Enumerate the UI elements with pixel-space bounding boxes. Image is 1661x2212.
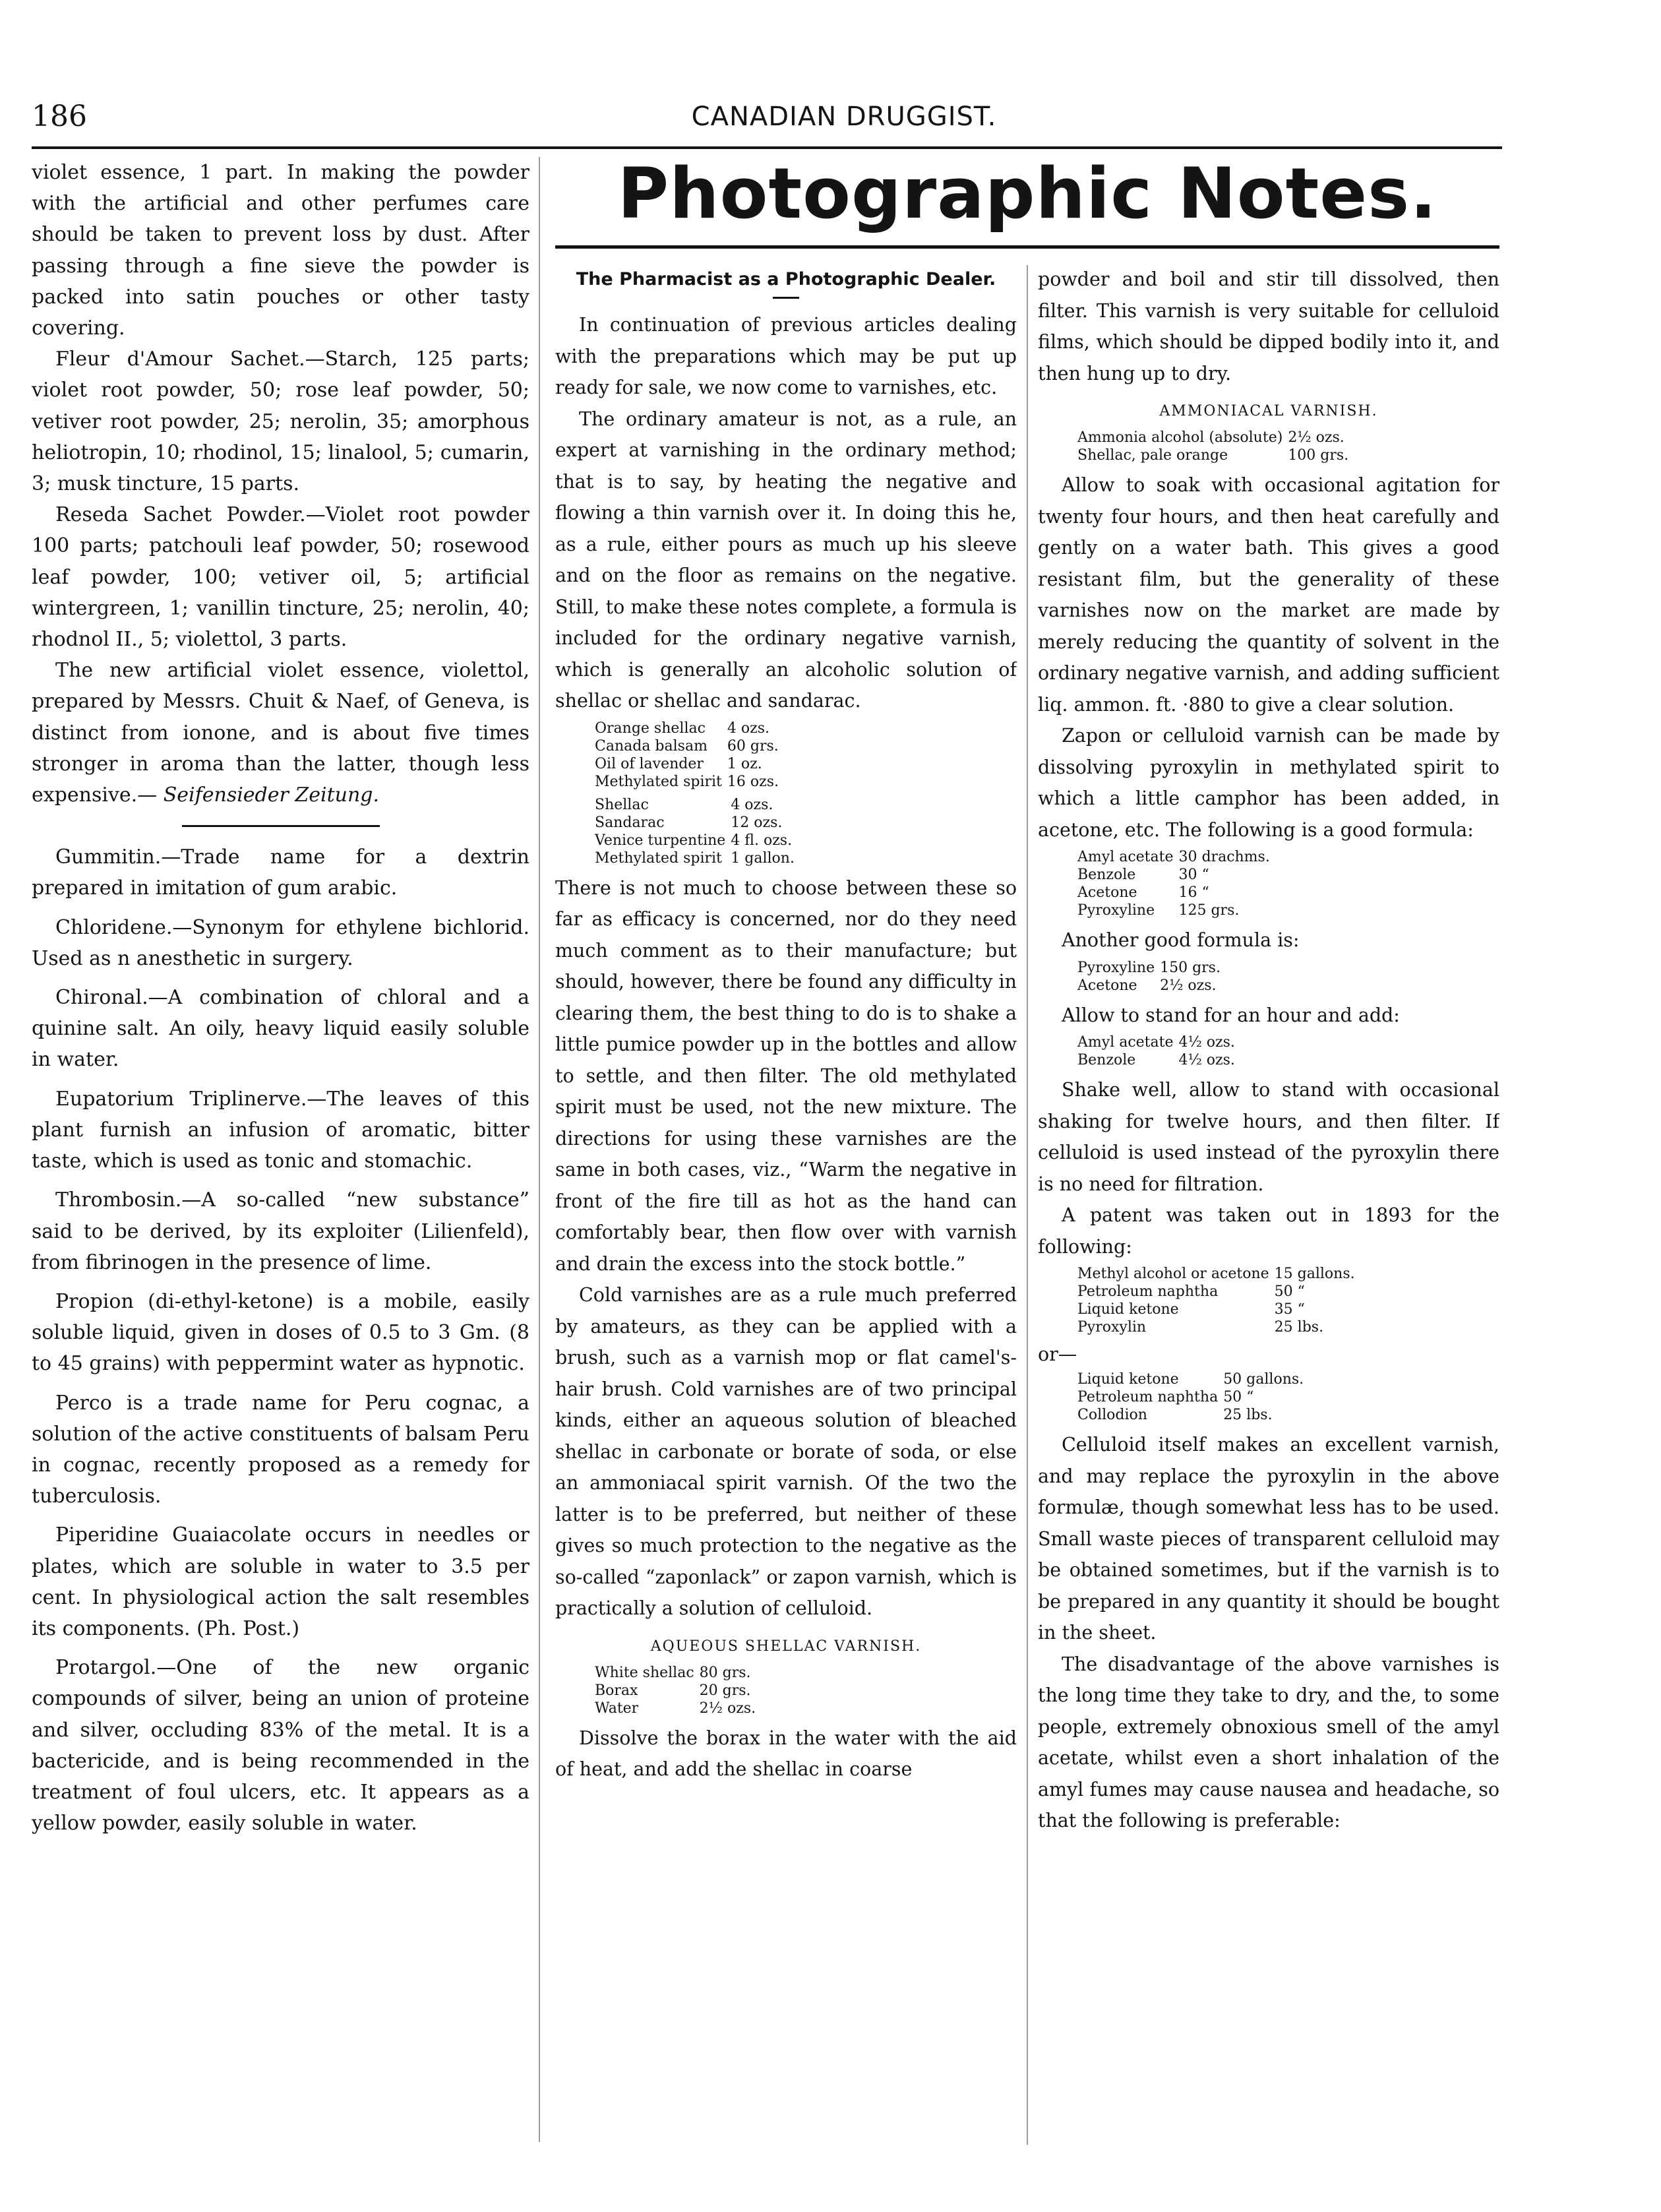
- paragraph: In continuation of previous articles dealing with the preparations which may be put up ready for sale, we now come to varnishes, etc.: [555, 314, 1017, 398]
- paragraph: Fleur d'Amour Sachet.—Starch, 125 parts; violet root powder, 50; rose leaf powder, 50; vetiver root powder, 25; nerolin, 35; amorphous heliotropin, 10; rhodinol, 15; linalool, 5; cumarin, 3; musk tincture, 15 parts.: [32, 348, 529, 496]
- formula-row: [1077, 1406, 1304, 1424]
- quantity: 80 grs.: [699, 1664, 751, 1681]
- paragraph: Shake well, allow to stand with occasional shaking for twelve hours, and then filter. If celluloid is used instead of the pyroxylin there is no need for filtration.: [1038, 1079, 1499, 1195]
- paragraph: There is not much to choose between these so far as efficacy is concerned, nor do they need much comment as to their manufacture; but should, however, there be found any difficulty in clearing them, the best thing to do is to shake a little pumice powder up in the bottles and allow to settle, and then filter. The old methylated spirit must be used, not the new mixture. The directions for using these varnishes are the same in both cases, viz., “Warm the negative in front of the fire till as hot as the hand can comfortably bear, then flow over with varnish and drain the excess into the stock bottle.”: [555, 876, 1017, 1275]
- formula-row: [1077, 1033, 1235, 1051]
- article-title: The Pharmacist as a Photographic Dealer.: [576, 269, 996, 290]
- paragraph: powder and boil and stir till dissolved, then filter. This varnish is very suitable for celluloid films, which should be dipped bodily into it, and then hung up to dry.: [1038, 268, 1499, 384]
- paragraph: Another good formula is:: [1062, 929, 1300, 951]
- formula-row: [1077, 902, 1270, 919]
- paragraph: A patent was taken out in 1893 for the following:: [1038, 1204, 1499, 1258]
- ingredient: Acetone: [1077, 884, 1137, 901]
- ingredient: Methylated spirit: [595, 773, 722, 790]
- quantity: 1 oz.: [727, 755, 762, 772]
- paragraph: violet essence, 1 part. In making the powder with the artificial and other perfumes care should be taken to prevent loss by dust. After passing through a fine sieve the powder is packed into satin pouches or other tasty covering.: [32, 161, 529, 340]
- quantity: 25 lbs.: [1274, 1319, 1324, 1336]
- ingredient: Venice turpentine: [595, 832, 726, 849]
- quantity: 16 “: [1178, 884, 1209, 901]
- paragraph: Celluloid itself makes an excellent varnish, and may replace the pyroxylin in the above formulæ, though somewhat less has to be used. Small waste pieces of transparent celluloid may be obtained sometimes, but if the varnish is to be prepared in any quantity it should be bought in the sheet.: [1038, 1434, 1499, 1644]
- paragraph: Perco is a trade name for Peru cognac, a solution of the active constituents of balsam Peru in cognac, recently proposed as a remedy for tuberculosis.: [32, 1391, 529, 1508]
- formula-row: [595, 1664, 756, 1682]
- quantity: 35 “: [1274, 1301, 1305, 1318]
- paragraph: Gummitin.—Trade name for a dextrin prepared in imitation of gum arabic.: [32, 845, 529, 900]
- quantity: 60 grs.: [727, 737, 779, 754]
- ingredient: Borax: [595, 1682, 638, 1699]
- formula-row: [595, 1682, 756, 1700]
- source-citation: Seifensieder Zeitung.: [163, 783, 380, 807]
- quantity: 2½ ozs.: [1160, 977, 1217, 994]
- paragraph: Eupatorium Triplinerve.—The leaves of this plant furnish an infusion of aromatic, bitter taste, which is used as tonic and stomachic.: [32, 1087, 529, 1173]
- paragraph: Allow to stand for an hour and add:: [1062, 1004, 1400, 1026]
- formula-row: [1077, 446, 1348, 464]
- formula-row: [1077, 1051, 1235, 1069]
- ingredient: Amyl acetate: [1077, 1034, 1174, 1051]
- column-left: [32, 157, 529, 2149]
- quantity: 125 grs.: [1178, 902, 1240, 919]
- quantity: 30 “: [1178, 867, 1209, 883]
- ingredient: Pyroxylin: [1077, 1319, 1147, 1336]
- formula-row: [1077, 866, 1270, 884]
- quantity: 4 fl. ozs.: [731, 832, 793, 849]
- page-number: 186: [32, 100, 87, 133]
- formula-row: [595, 755, 779, 773]
- paragraph: Piperidine Guaiacolate occurs in needles or plates, which are soluble in water to 3.5 per cent. In physiological action the salt resembles its components. (Ph. Post.): [32, 1523, 529, 1640]
- ingredient: Benzole: [1077, 1052, 1136, 1068]
- column-divider: [539, 157, 540, 2142]
- section-masthead: Photographic Notes.: [617, 153, 1437, 234]
- quantity: 2½ ozs.: [699, 1700, 756, 1717]
- paragraph: Dissolve the borax in the water with the aid of heat, and add the shellac in coarse: [555, 1727, 1017, 1780]
- quantity: 4½ ozs.: [1178, 1052, 1235, 1068]
- quantity: 50 “: [1274, 1283, 1305, 1300]
- running-title: CANADIAN DRUGGIST.: [691, 102, 997, 132]
- ingredient: Canada balsam: [595, 737, 708, 754]
- column-right: [1038, 264, 1499, 2150]
- formula-row: [595, 814, 795, 832]
- quantity: 4 ozs.: [727, 720, 770, 737]
- ingredient: Petroleum naphtha: [1077, 1389, 1219, 1405]
- formula-row: [1077, 1388, 1304, 1406]
- quantity: 4 ozs.: [731, 796, 773, 813]
- formula-row: [1077, 848, 1270, 866]
- formula-row: [595, 737, 779, 755]
- formula-row: [595, 796, 795, 814]
- ingredient: Methylated spirit: [595, 849, 722, 867]
- formula-table: [595, 1664, 756, 1717]
- ingredient: Ammonia alcohol (absolute): [1077, 429, 1283, 446]
- subheading: AMMONIACAL VARNISH.: [1159, 403, 1378, 419]
- formula-row: [1077, 1318, 1355, 1336]
- formula-row: [1077, 959, 1221, 977]
- paragraph: Reseda Sachet Powder.—Violet root powder 100 parts; patchouli leaf powder, 50; rosewood leaf powder, 100; vetiver oil, 5; artificial wintergreen, 1; vanillin tincture, 25; nerolin, 40; rhodnol II., 5; violettol, 3 parts.: [32, 503, 529, 652]
- ingredient: Methyl alcohol or acetone: [1077, 1266, 1269, 1282]
- ingredient: Shellac: [595, 796, 649, 813]
- formula-row: [1077, 1301, 1355, 1318]
- quantity: 150 grs.: [1160, 959, 1221, 976]
- paragraph: Chironal.—A combination of chloral and a quinine salt. An oily, heavy liquid easily soluble in water.: [32, 986, 529, 1072]
- formula-table: [1077, 848, 1270, 919]
- quantity: 50 “: [1223, 1389, 1254, 1405]
- ingredient: White shellac: [595, 1664, 694, 1681]
- quantity: 15 gallons.: [1274, 1266, 1355, 1282]
- formula-row: [595, 832, 795, 849]
- ingredient: Oil of lavender: [595, 755, 704, 772]
- formula-row: [595, 1700, 756, 1717]
- ingredient: Petroleum naphtha: [1077, 1283, 1219, 1300]
- paragraph-text: The new artificial violet essence, violettol, prepared by Messrs. Chuit & Naef, of Geneva, is distinct from ionone, and is about five times stronger in aroma than the latter, though less expensive.—: [32, 659, 529, 807]
- ingredient: Liquid ketone: [1077, 1371, 1179, 1388]
- ingredient: Benzole: [1077, 867, 1136, 883]
- quantity: 12 ozs.: [731, 814, 783, 831]
- ingredient: Pyroxyline: [1077, 959, 1155, 976]
- paragraph: The ordinary amateur is not, as a rule, an expert at varnishing in the ordinary method; that is to say, by heating the negative and flowing a thin varnish over it. In doing this he, as a rule, either pours as much up his sleeve and on the floor as remains on the negative. Still, to make these notes complete, a formula is included for the ordinary negative varnish, which is generally an alcoholic solution of shellac or shellac and sandarac.: [555, 408, 1017, 712]
- ingredient: Acetone: [1077, 977, 1137, 994]
- formula-table: [595, 796, 795, 867]
- quantity: 100 grs.: [1288, 447, 1349, 464]
- paragraph: Thrombosin.—A so-called “new substance” said to be derived, by its exploiter (Lilienfeld), from fibrinogen in the presence of lime.: [32, 1188, 529, 1274]
- formula-table: [1077, 429, 1348, 464]
- header-rule: [32, 146, 1502, 149]
- quantity: 16 ozs.: [727, 773, 779, 790]
- paragraph: The disadvantage of the above varnishes is the long time they take to dry, and the, to some people, extremely obnoxious smell of the amyl acetate, whilst even a short inhalation of the amyl fumes may cause nausea and headache, so that the following is preferable:: [1038, 1653, 1499, 1831]
- section-rule: [182, 825, 380, 827]
- formula-row: [595, 849, 795, 867]
- quantity: 1 gallon.: [731, 849, 795, 867]
- ingredient: Pyroxyline: [1077, 902, 1155, 919]
- formula-table: [1077, 1370, 1304, 1424]
- masthead-rule: [555, 245, 1499, 249]
- formula-row: [1077, 1370, 1304, 1388]
- ingredient: Shellac, pale orange: [1077, 447, 1228, 464]
- paragraph: Cold varnishes are as a rule much preferred by amateurs, as they can be applied with a brush, such as a varnish mop or flat camel's-hair brush. Cold varnishes are of two principal kinds, either an aqueous solution of bleached shellac in carbonate or borate of soda, or else an ammoniacal spirit varnish. Of the two the latter is to be preferred, but neither of these gives so much protection to the negative as the so-called “zaponlack” or zapon varnish, which is practically a solution of celluloid.: [555, 1284, 1017, 1619]
- quantity: 25 lbs.: [1223, 1407, 1273, 1423]
- quantity: 4½ ozs.: [1178, 1034, 1235, 1051]
- ingredient: Water: [595, 1700, 639, 1717]
- paragraph: Zapon or celluloid varnish can be made by dissolving pyroxylin in methylated spirit to which a little camphor has been added, in acetone, etc. The following is a good formula:: [1038, 725, 1499, 841]
- formula-row: [1077, 977, 1221, 995]
- formula-row: [1077, 1283, 1355, 1301]
- quantity: 50 gallons.: [1223, 1371, 1304, 1388]
- quantity: 30 drachms.: [1178, 849, 1270, 865]
- paragraph: Chloridene.—Synonym for ethylene bichlorid. Used as n anesthetic in surgery.: [32, 915, 529, 970]
- quantity: 20 grs.: [699, 1682, 751, 1699]
- paragraph: [32, 655, 529, 811]
- subheading: AQUEOUS SHELLAC VARNISH.: [650, 1638, 922, 1655]
- formula-row: [595, 720, 779, 737]
- column-divider: [1027, 265, 1028, 2145]
- formula-table: [595, 720, 779, 791]
- formula-row: [1077, 1265, 1355, 1283]
- title-dash: [773, 297, 799, 299]
- paragraph: Propion (di-ethyl-ketone) is a mobile, easily soluble liquid, given in doses of 0.5 to 3 Gm. (8 to 45 grains) with peppermint water as hypnotic.: [32, 1289, 529, 1376]
- formula-table: [1077, 959, 1221, 995]
- formula-table: [1077, 1265, 1355, 1336]
- ingredient: Amyl acetate: [1077, 849, 1174, 865]
- formula-row: [1077, 884, 1270, 902]
- formula-table: [1077, 1033, 1235, 1069]
- ingredient: Collodion: [1077, 1407, 1147, 1423]
- ingredient: Liquid ketone: [1077, 1301, 1179, 1318]
- column-middle: [555, 264, 1017, 2150]
- quantity: 2½ ozs.: [1288, 429, 1344, 446]
- alternative-label: or—: [1038, 1343, 1077, 1365]
- ingredient: Sandarac: [595, 814, 665, 831]
- paragraph: Allow to soak with occasional agitation for twenty four hours, and then heat carefully and gently on a water bath. This gives a good resistant film, but the generality of these varnishes now on the market are made by merely reducing the quantity of solvent in the ordinary negative varnish, and adding sufficient liq. ammon. ft. ·880 to give a clear solution.: [1038, 474, 1499, 716]
- formula-row: [595, 773, 779, 791]
- formula-row: [1077, 429, 1348, 446]
- paragraph: Protargol.—One of the new organic compounds of silver, being an union of proteine and silver, occluding 83% of the metal. It is a bactericide, and is being recommended in the treatment of foul ulcers, etc. It appears as a yellow powder, easily soluble in water.: [32, 1656, 529, 1835]
- ingredient: Orange shellac: [595, 720, 706, 737]
